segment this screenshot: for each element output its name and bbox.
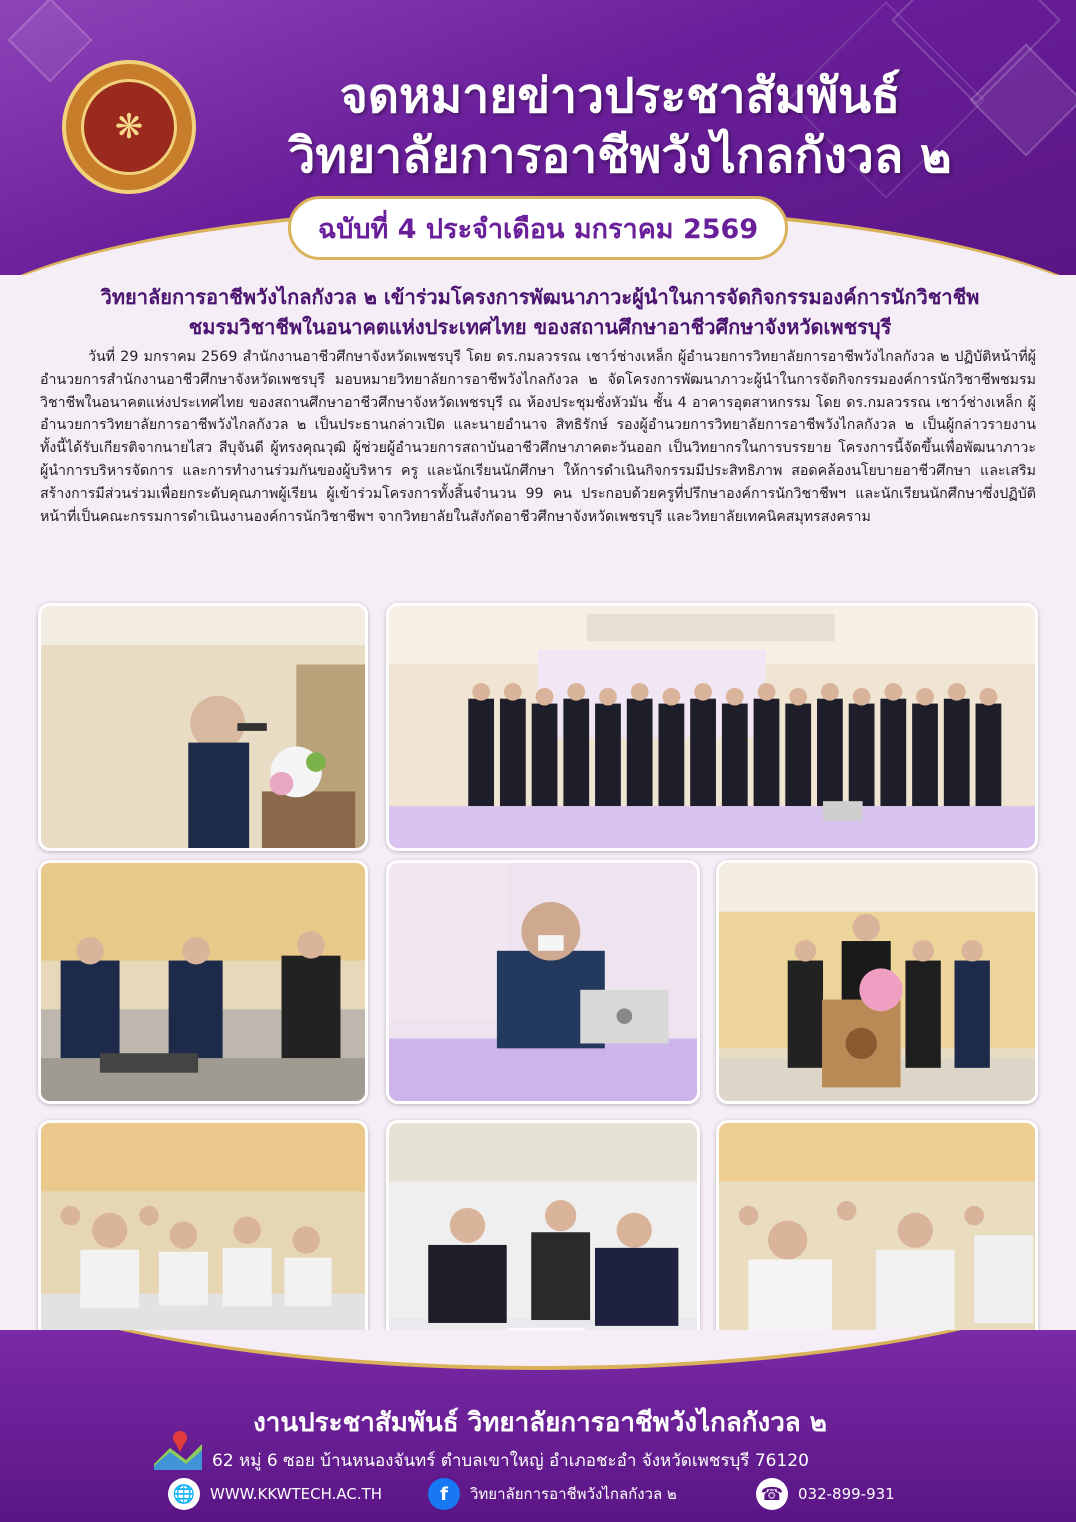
article-headline (40, 282, 1040, 342)
website-label: WWW.KKWTECH.AC.TH (210, 1485, 383, 1503)
photo-lecturer-with-microphone (386, 860, 700, 1104)
facebook-icon: f (428, 1478, 460, 1510)
footer-title: งานประชาสัมพันธ์ วิทยาลัยการอาชีพวังไกลกังวล ๒ (253, 1408, 827, 1438)
phone-link[interactable] (756, 1478, 895, 1510)
photo-students-audience-2 (716, 1120, 1038, 1364)
facebook-link[interactable] (428, 1478, 677, 1510)
phone-label: 032-899-931 (798, 1485, 895, 1503)
photo-speaker-at-podium (38, 603, 368, 851)
globe-icon: 🌐 (168, 1478, 200, 1510)
footer-curve (0, 1330, 1076, 1370)
decorative-diamond (8, 0, 93, 82)
photo-guests-seated (38, 860, 368, 1104)
article-body: วันที่ 29 มกราคม 2569 สำนักงานอาชีวศึกษาจังหวัดเพชรบุรี โดย ดร.กมลวรรณ เชาว์ช่างเหล็ก ผู้อำนวยการวิทยาลัยการอาชีพวังไกลกังวล ๒ ปฏิบัติหน้าที่ผู้อำนวยการสำนักงานอาชีวศึกษาจังหวัดเพชรบุรี มอบหมายวิทยาลัยการอาชีพวังไกลกังวล ๒ จัดโครงการพัฒนาภาวะผู้นำในการจัดกิจกรรมองค์การนักวิชาชีพชมรมวิชาชีพในอนาคตแห่งประเทศไทย ของสถานศึกษาอาชีวศึกษาจังหวัดเพชรบุรี ณ ห้องประชุมชั่งหัวมัน ชั้น 4 อาคารอุตสาหกรรม โดย ดร.กมลวรรณ เชาว์ช่างเหล็ก ผู้อำนวยการวิทยาลัยการอาชีพวังไกลกังวล ๒ เป็นประธานกล่าวเปิด และนายอำนาจ สิทธิรักษ์ รองผู้อำนวยการวิทยาลัยการอาชีพวังไกลกังวล ๒ เป็นผู้กล่าวรายงาน ทั้งนี้ได้รับเกียรติจากนายไสว สีบุจันดี ผู้ทรงคุณวุฒิ ผู้ช่วยผู้อำนวยการสถาบันอาชีวศึกษาภาคตะวันออก เป็นวิทยากรในการบรรยาย โครงการนี้จัดขึ้นเพื่อพัฒนาภาวะผู้นำการบริหารจัดการ และการทำงานร่วมกันของผู้บริหาร ครู และนักเรียนนักศึกษา ให้การดำเนินกิจกรรมมีประสิทธิภาพ สอดคล้องนโยบายอาชีวศึกษา และเสริมสร้างการมีส่วนร่วมเพื่อยกระดับคุณภาพผู้เรียน ผู้เข้าร่วมโครงการทั้งสิ้นจำนวน 99 คน ประกอบด้วยครูที่ปรึกษาองค์การนักวิชาชีพฯ และนักเรียนนักศึกษาซึ่งปฏิบัติหน้าที่เป็นคณะกรรมการดำเนินงานองค์การนักวิชาชีพฯ จากวิทยาลัยในสังกัดอาชีวศึกษาจังหวัดเพชรบุรี และวิทยาลัยเทคนิคสมุทรสงคราม (40, 349, 1036, 525)
photo-students-audience-1 (38, 1120, 368, 1364)
phone-icon: ☎ (756, 1478, 788, 1510)
college-emblem-icon: ❋ (62, 60, 196, 194)
issue-label: ฉบับที่ 4 ประจำเดือน มกราคม 2569 (317, 213, 759, 245)
photo-group-photo (386, 603, 1038, 851)
website-link[interactable] (168, 1478, 382, 1510)
photo-teachers-audience (386, 1120, 700, 1364)
facebook-label: วิทยาลัยการอาชีพวังไกลกังวล ๒ (470, 1485, 677, 1503)
newsletter-title: จดหมายข่าวประชาสัมพันธ์ (339, 68, 901, 124)
map-pin-icon (150, 1430, 206, 1470)
college-name-title: วิทยาลัยการอาชีพวังไกลกังวล ๒ (288, 128, 952, 184)
headline-line: ชมรมวิชาชีพในอนาคตแห่งประเทศไทย ของสถานศึกษาอาชีวศึกษาจังหวัดเพชรบุรี (188, 315, 892, 339)
headline-line: วิทยาลัยการอาชีพวังไกลกังวล ๒ เข้าร่วมโครงการพัฒนาภาวะผู้นำในการจัดกิจกรรมองค์การนักวิชาชีพ (100, 285, 980, 309)
issue-badge (288, 196, 788, 260)
footer-address: 62 หมู่ 6 ซอย บ้านหนองจันทร์ ตำบลเขาใหญ่ อำเภอชะอำ จังหวัดเพชรบุรี 76120 (212, 1451, 809, 1471)
photo-podium-opening (716, 860, 1038, 1104)
